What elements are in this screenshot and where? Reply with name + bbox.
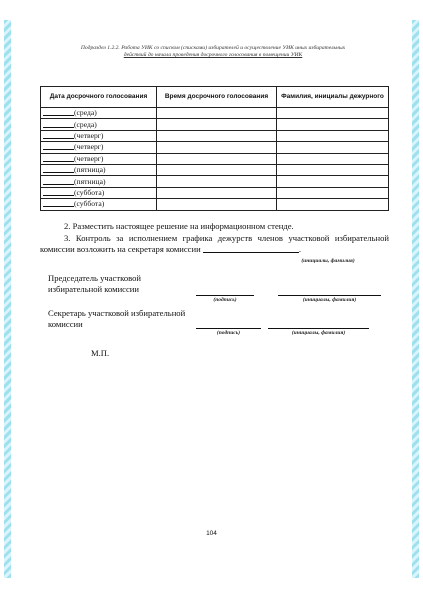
- table-row: [41, 164, 389, 175]
- weekday-label: (четверг): [74, 153, 104, 163]
- weekday-label: (среда): [74, 119, 97, 129]
- time-cell: [157, 199, 277, 210]
- duty-name-cell: [277, 119, 389, 130]
- secretary-name-blank: [203, 244, 302, 254]
- date-blank: [43, 154, 74, 162]
- time-cell: [157, 108, 277, 119]
- table-header-row: [41, 87, 389, 108]
- date-cell: [41, 153, 157, 164]
- time-cell: [157, 176, 277, 187]
- duty-name-cell: [277, 153, 389, 164]
- left-decorative-stripe: [4, 20, 11, 578]
- table-row: [41, 176, 389, 187]
- date-cell: [41, 164, 157, 175]
- column-header-time: Время досрочного голосования: [157, 87, 277, 108]
- duty-name-cell: [277, 108, 389, 119]
- date-blank: [43, 188, 74, 196]
- time-cell: [157, 153, 277, 164]
- duty-name-cell: [277, 142, 389, 153]
- chairman-signature-line: [196, 295, 254, 296]
- duty-name-cell: [277, 187, 389, 198]
- weekday-label: (суббота): [74, 199, 105, 209]
- date-cell: [41, 187, 157, 198]
- time-cell: [157, 119, 277, 130]
- date-cell: [41, 108, 157, 119]
- weekday-label: (пятница): [74, 176, 106, 186]
- date-cell: [41, 199, 157, 210]
- secretary-signature-caption: (подпись): [216, 330, 241, 336]
- paragraph-3-end: .: [298, 244, 302, 254]
- date-cell: [41, 130, 157, 141]
- duty-name-cell: [277, 130, 389, 141]
- date-cell: [41, 176, 157, 187]
- duty-schedule-table: [40, 86, 389, 211]
- duty-name-cell: [277, 199, 389, 210]
- subsection-underlined: действий до начала проведения досрочного голосования в помещении УИК: [123, 52, 303, 58]
- weekday-label: (среда): [74, 108, 97, 118]
- date-blank: [43, 177, 74, 185]
- chairman-title: Председатель участковой избирательной комиссии: [48, 273, 142, 294]
- paragraph-3: [40, 233, 389, 255]
- right-decorative-stripe: [412, 20, 419, 578]
- date-blank: [43, 131, 74, 139]
- duty-name-cell: [277, 176, 389, 187]
- column-header-date: Дата досрочного голосования: [41, 87, 157, 108]
- time-cell: [157, 142, 277, 153]
- secretary-title: Секретарь участковой избирательной комиссии: [48, 308, 186, 329]
- table-row: [41, 187, 389, 198]
- paragraph-3-text: 3. Контроль за исполнением графика дежурств членов участковой избирательной комиссии возложить на секретаря комиссии: [40, 233, 389, 254]
- date-blank: [43, 120, 74, 128]
- subsection-prefix: Подраздел 1.2.2. Работа УИК со списком (списками) избирателей и осуществление УИК иных избирательных: [80, 45, 346, 51]
- stamp-place: М.П.: [91, 348, 110, 358]
- secretary-name-caption: (инициалы, фамилия): [301, 258, 355, 264]
- table-row: [41, 153, 389, 164]
- page-number: 104: [206, 530, 217, 537]
- weekday-label: (четверг): [74, 130, 104, 140]
- time-cell: [157, 187, 277, 198]
- column-header-name: Фамилия, инициалы дежурного: [277, 87, 389, 108]
- secretary-name-caption: (инициалы, фамилия): [291, 330, 346, 336]
- subsection-header: [48, 45, 378, 59]
- weekday-label: (четверг): [74, 142, 104, 152]
- table-row: [41, 119, 389, 130]
- time-cell: [157, 130, 277, 141]
- date-blank: [43, 199, 74, 207]
- chairman-name-caption: (инициалы, фамилия): [302, 297, 357, 303]
- chairman-name-line: [278, 295, 381, 296]
- weekday-label: (пятница): [74, 165, 106, 175]
- date-blank: [43, 108, 74, 116]
- time-cell: [157, 164, 277, 175]
- table-row: [41, 130, 389, 141]
- date-cell: [41, 119, 157, 130]
- secretary-name-line: [268, 328, 369, 329]
- date-blank: [43, 165, 74, 173]
- date-cell: [41, 142, 157, 153]
- table-row: [41, 108, 389, 119]
- chairman-signature-caption: (подпись): [213, 297, 237, 303]
- weekday-label: (суббота): [74, 187, 105, 197]
- paragraph-2: 2. Разместить настоящее решение на информационном стенде.: [64, 221, 294, 231]
- secretary-signature-line: [196, 328, 261, 329]
- duty-name-cell: [277, 164, 389, 175]
- table-row: [41, 199, 389, 210]
- table-row: [41, 142, 389, 153]
- date-blank: [43, 142, 74, 150]
